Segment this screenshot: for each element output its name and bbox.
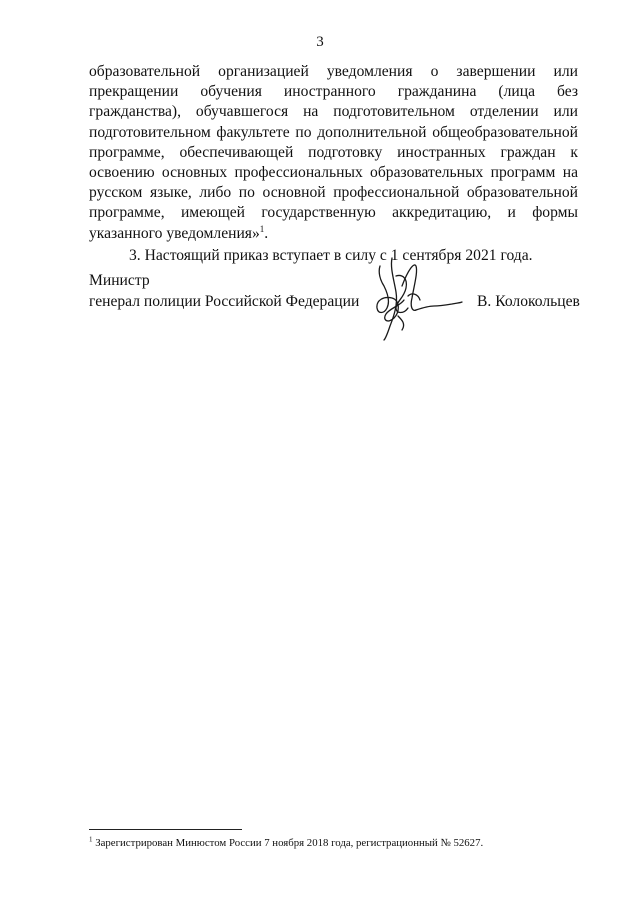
footnote-text: Зарегистрирован Минюстом России 7 ноября 2018 года, регистрационный № 52627.	[95, 837, 484, 849]
paragraph-continued-text: образовательной организацией уведомления о завершении или прекращении обучения иностранного гражданина (лица без гражданства), обучавшегося на подготовительном отделении или подготовительном факультете по дополнительной общеобразовательной программе, обеспечивающей подготовку иностранных граждан к освоению основных профессиональных образовательных программ на русском языке, либо по основной профессиональной образовательной программе, имеющей государственную аккредитацию, и формы указанного уведомления»	[89, 63, 578, 242]
paragraph-continued	[89, 62, 578, 244]
paragraph-continued-end: .	[264, 224, 269, 242]
document-body	[89, 62, 578, 266]
footnote	[89, 837, 483, 850]
page-number: 3	[316, 34, 324, 50]
signatory-position-line1: Министр	[89, 272, 150, 289]
paragraph-item-3: 3. Настоящий приказ вступает в силу с 1 сентября 2021 года.	[129, 246, 533, 264]
footnote-marker: 1	[89, 835, 93, 844]
footnote-reference[interactable]: 1	[259, 223, 265, 234]
footnote-divider	[89, 829, 242, 830]
signatory-position-line2: генерал полиции Российской Федерации	[89, 293, 360, 310]
handwritten-signature	[372, 256, 464, 342]
signatory-name: В. Колокольцев	[477, 293, 580, 310]
